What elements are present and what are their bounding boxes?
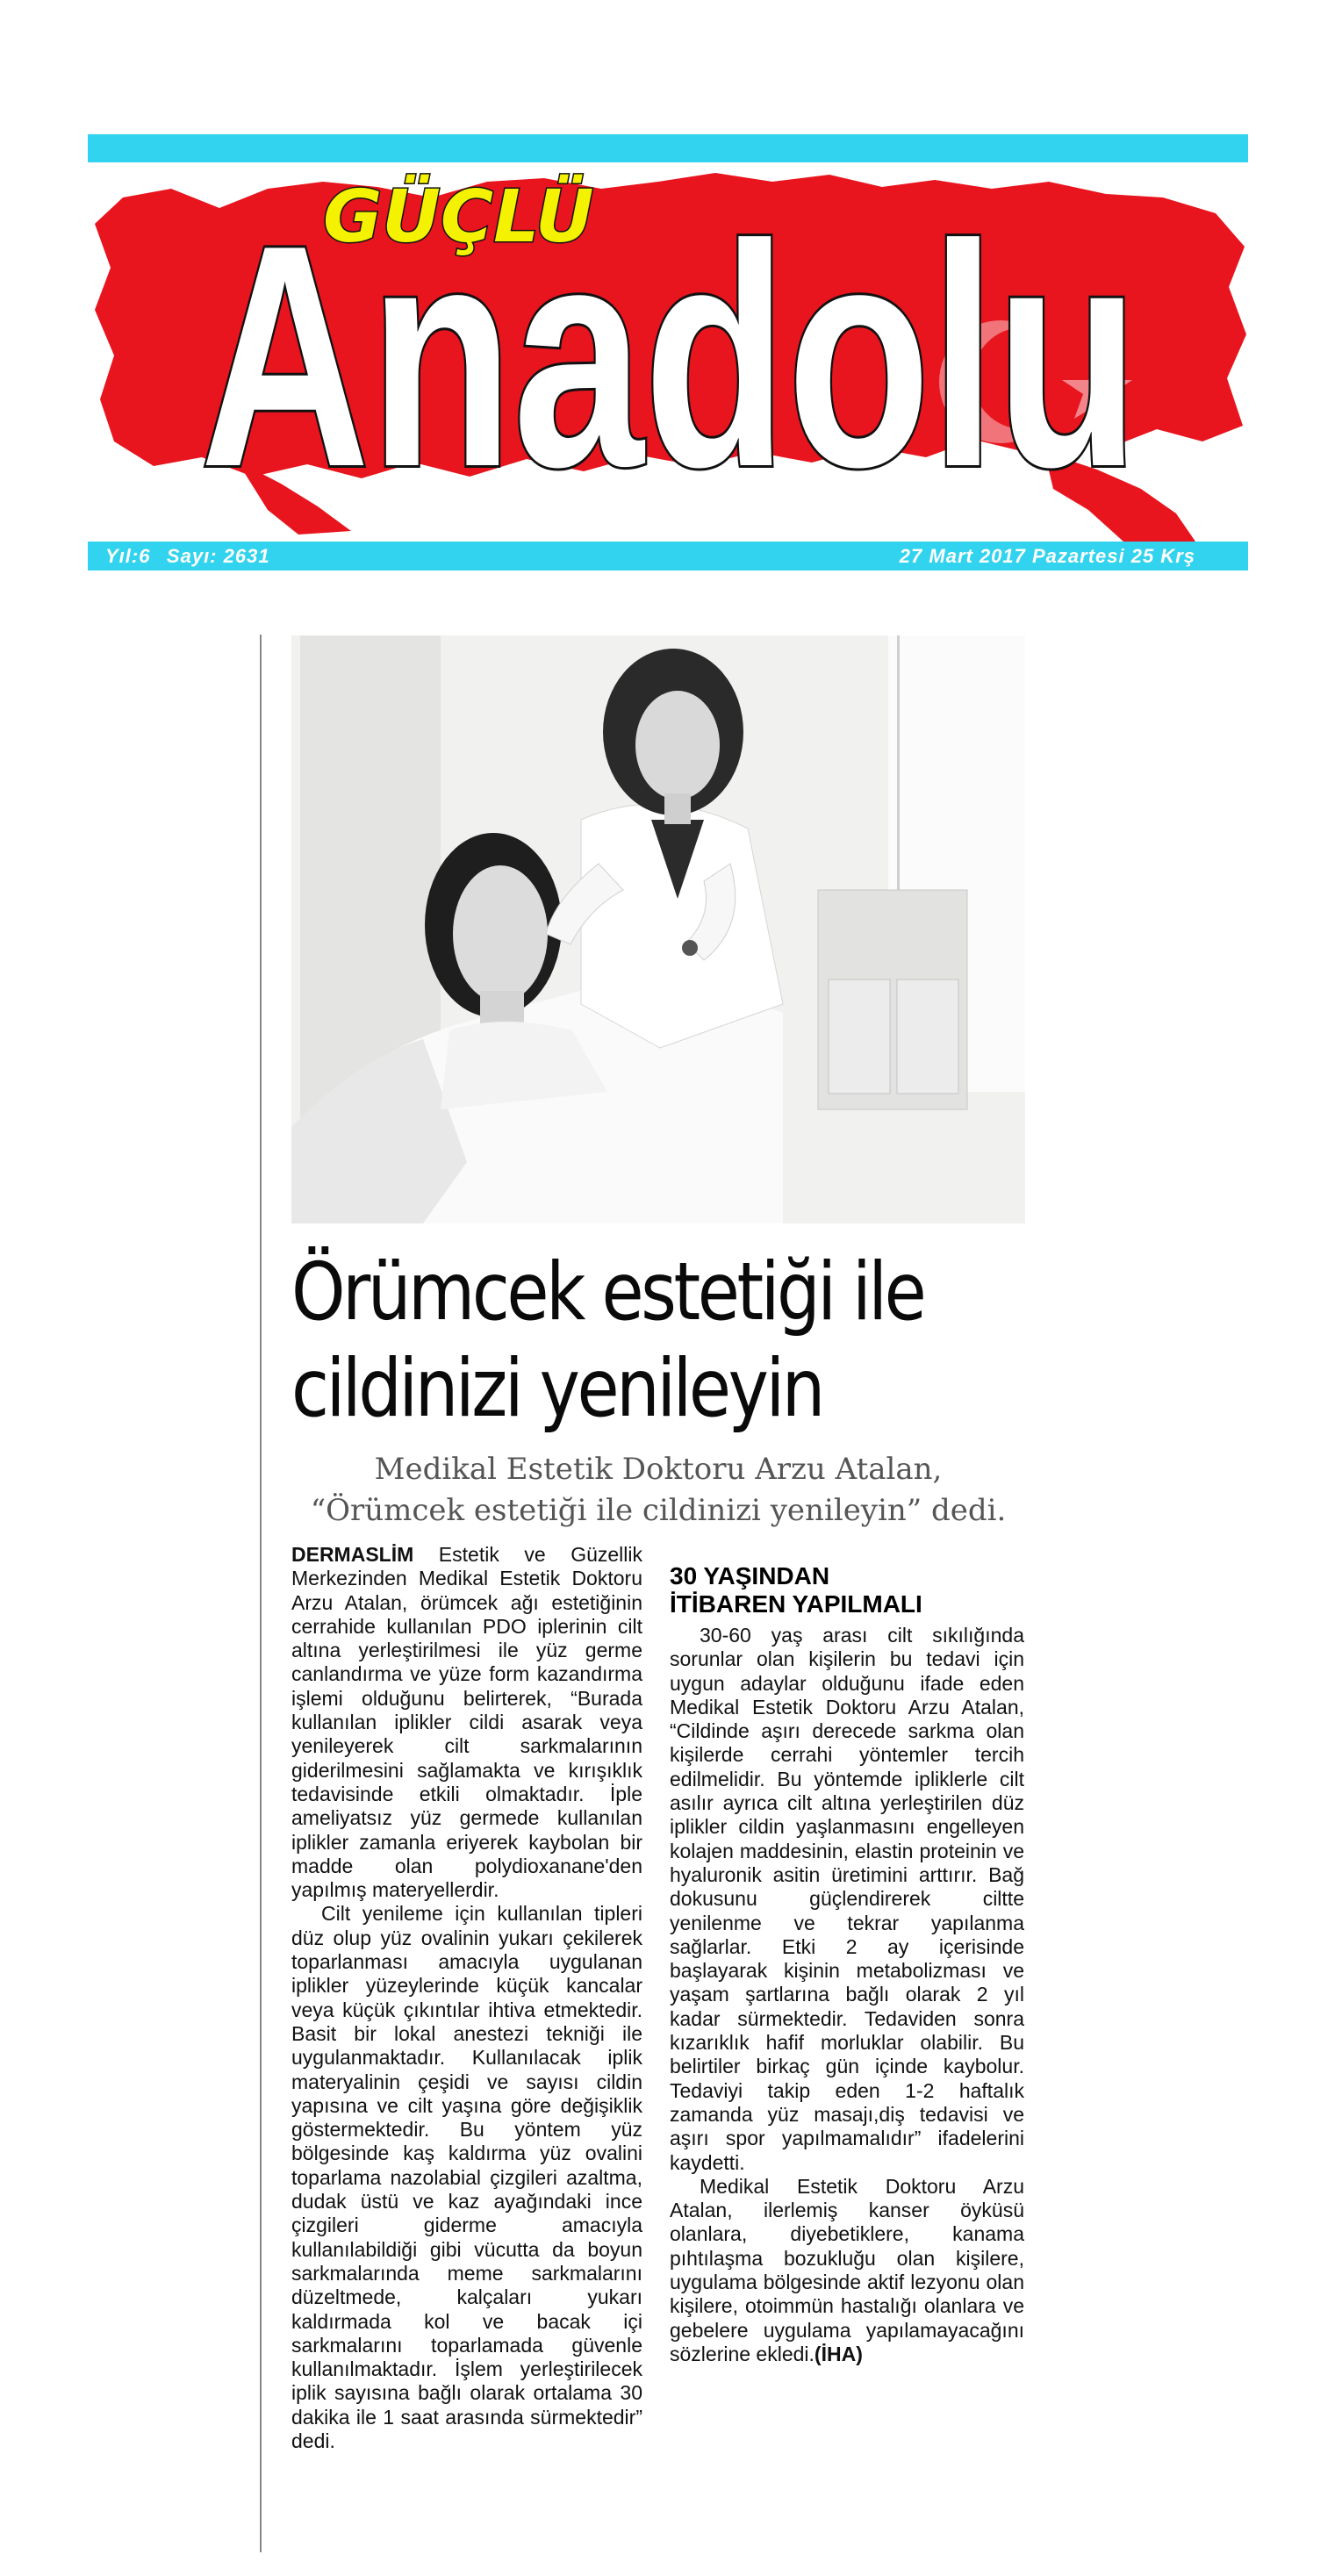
issue-info: [105, 545, 270, 568]
headline-line-2: cildinizi yenileyin: [291, 1343, 822, 1435]
masthead-top-strip: [88, 134, 1248, 162]
agency-credit: (İHA): [814, 2342, 863, 2365]
paragraph-1-text: Estetik ve Güzellik Merkezinden Medikal Estetik Doktoru Arzu Atalan, örümcek ağı estetiğinin cerrahide kullanılan PDO iplerinin cilt altına yerleştirilmesi ile yüz germe canlandırma ve yüze form kazandırma işlemi olduğunu belirterek, “Burada kullanılan iplikler cildi asarak veya yenileyerek cilt sarkmalarının giderilmesini sağlamakta ve kırışıklık tedavisinde etkili olmaktadır. İple ameliyatsız yüz germede kullanılan iplikler zamanla eriyerek kaybolan bir madde olan polydioxanane'den yapılmış materyellerdir.: [291, 1543, 642, 1902]
article-column-left: [291, 1543, 642, 2453]
section-heading-line-2: İTİBAREN YAPILMALI: [670, 1590, 922, 1618]
headline-line-1: Örümcek estetiği ile: [291, 1246, 924, 1338]
article-paragraph-3: 30-60 yaş arası cilt sıkılığında sorunlar olan kişilerin bu tedavi için uygun adaylar olduğunu ifade eden Medikal Estetik Doktoru Arzu Atalan, “Cildinde aşırı derecede sarkma olan kişilerde cerrahi yöntemler tercih edilmelidir. Bu yöntemde ipliklerle cilt asılır ayrıca cilt altına yerleştirilen düz iplikler cildin yaşlanmasını engelleyen kolajen maddesinin, elastin proteinin ve hyaluronik asitin üretimini arttırır. Bağ dokusunu güçlendirerek ciltte yenilenme ve tekrar yapılanma sağlarlar. Etki 2 ay içerisinde başlayarak kişinin metabolizması ve yaşam şartlarına bağlı olarak 2 yıl kadar sürmektedir. Tedaviden sonra kızarıklık hafif morluklar olabilir. Bu belirtiler birkaç gün içinde kaybolur. Tedaviyi takip eden 1-2 haftalık zamanda yüz masajı,diş tedavisi ve aşırı spor yapılmamalıdır” ifadelerini kaydetti.: [670, 1624, 1024, 2174]
date-price-label: 27 Mart 2017 Pazartesi 25 Krş: [899, 544, 1195, 567]
article-headline: [291, 1245, 971, 1438]
subhead-line-1: Medikal Estetik Doktoru Arzu Atalan,: [374, 1452, 943, 1487]
column-rule: [260, 635, 262, 2552]
section-heading: [670, 1562, 1024, 1618]
lead-word: DERMASLİM: [291, 1543, 414, 1566]
article-subheadline: [291, 1449, 1025, 1532]
subhead-line-2: “Örümcek estetiği ile cildinizi yenileyin” dedi.: [310, 1493, 1007, 1528]
photo-illustration: [291, 635, 1025, 1223]
paragraph-4-text: Medikal Estetik Doktoru Arzu Atalan, ilerlemiş kanser öyküsü olanlara, diyebetiklere, kanama pıhtılaşma bozukluğu olan kişilere, uygulama bölgesinde aktif lezyonu olan kişilere, otoimmün hastalığı olanlara ve gebelere uygulama yapılamayacağını sözlerine ekledi.: [670, 2174, 1024, 2365]
masthead-bottom-strip: [88, 542, 1248, 570]
article-photo: [291, 635, 1025, 1223]
section-heading-line-1: 30 YAŞINDAN: [670, 1562, 830, 1589]
article-paragraph-4: [670, 2175, 1024, 2366]
masthead: [88, 134, 1248, 570]
article-paragraph-1: [291, 1543, 642, 1902]
issue-label: Sayı: 2631: [166, 544, 270, 567]
brand-main-text: Anadolu: [200, 180, 1139, 533]
article-paragraph-2: Cilt yenileme için kullanılan tipleri düz olup yüz ovalinin yukarı çekilerek toparlanması amacıyla uygulanan iplikler yüzeylerinde küçük kancalar veya küçük çıkıntılar ihtiva etmektedir. Basit bir lokal anestezi tekniği ile uygulanmaktadır. Kullanılacak iplik materyalinin çeşidi ve sayısı cildin yapısına ve cilt yaşına göre değişiklik göstermektedir. Bu yöntem yüz bölgesinde kaş kaldırma yüz ovalini toparlama nazolabial çizgileri azaltma, dudak üstü ve kaz ayağındaki ince çizgileri giderme amacıyla kullanılabildiği gibi vücutta da boyun sarkmalarında meme sarkmalarını düzeltmede, kalçaları yukarı kaldırmada kol ve bacak içi sarkmalarını toparlamada güvenle kullanılmaktadır. İşlem yerleştirilecek iplik sayısına bağlı olarak ortalama 30 dakika ile 1 saat arasında sürmektedir” dedi.: [291, 1902, 642, 2452]
article-column-right: [670, 1543, 1024, 2366]
masthead-flag-map-art: [88, 162, 1248, 542]
year-label: Yıl:6: [105, 544, 151, 567]
brand-top-text: GÜÇLÜ: [323, 176, 594, 259]
